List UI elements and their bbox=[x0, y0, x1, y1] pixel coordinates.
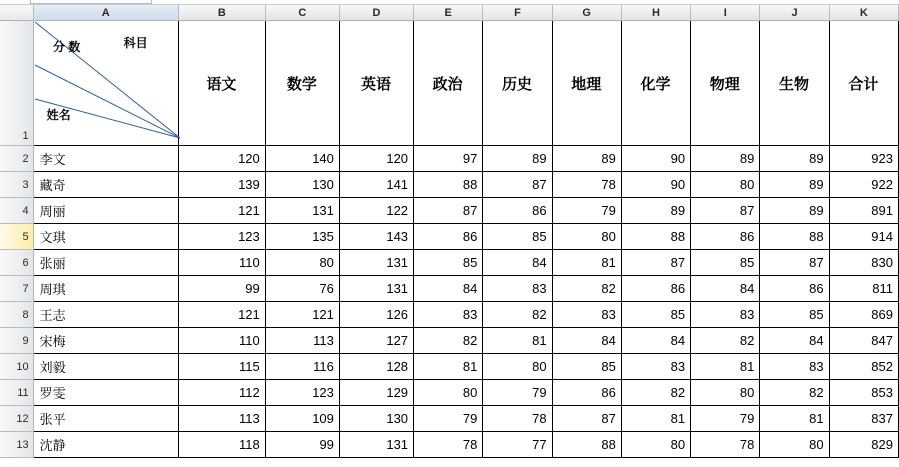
score-cell[interactable]: 89 bbox=[483, 146, 552, 172]
score-cell[interactable]: 89 bbox=[552, 146, 621, 172]
row-header-12[interactable]: 12 bbox=[0, 406, 33, 432]
score-cell[interactable]: 87 bbox=[691, 198, 760, 224]
score-cell[interactable]: 78 bbox=[483, 406, 552, 432]
table-row[interactable] bbox=[0, 380, 899, 406]
score-cell[interactable]: 86 bbox=[760, 276, 829, 302]
row-header-5[interactable]: 5 bbox=[0, 224, 33, 250]
student-name-cell[interactable]: 王志 bbox=[33, 302, 178, 328]
row-header-10[interactable]: 10 bbox=[0, 354, 33, 380]
score-cell[interactable]: 116 bbox=[265, 354, 339, 380]
score-cell[interactable]: 90 bbox=[621, 146, 690, 172]
worksheet-table[interactable] bbox=[0, 5, 899, 458]
score-cell[interactable]: 87 bbox=[483, 172, 552, 198]
score-cell[interactable]: 79 bbox=[483, 380, 552, 406]
column-header-f[interactable]: F bbox=[483, 5, 552, 21]
score-cell[interactable]: 83 bbox=[760, 354, 829, 380]
student-name-cell[interactable]: 藏奇 bbox=[33, 172, 178, 198]
score-cell[interactable]: 89 bbox=[760, 198, 829, 224]
score-cell[interactable]: 84 bbox=[414, 276, 483, 302]
score-cell[interactable]: 131 bbox=[339, 432, 413, 458]
score-cell[interactable]: 127 bbox=[339, 328, 413, 354]
score-cell[interactable]: 85 bbox=[414, 250, 483, 276]
column-title-8[interactable]: 物理 bbox=[691, 21, 760, 146]
student-name-cell[interactable]: 罗雯 bbox=[33, 380, 178, 406]
score-cell[interactable]: 80 bbox=[760, 432, 829, 458]
total-score-cell[interactable]: 847 bbox=[829, 328, 898, 354]
table-row[interactable] bbox=[0, 328, 899, 354]
score-cell[interactable]: 79 bbox=[552, 198, 621, 224]
score-cell[interactable]: 128 bbox=[339, 354, 413, 380]
score-cell[interactable]: 84 bbox=[760, 328, 829, 354]
score-cell[interactable]: 87 bbox=[760, 250, 829, 276]
column-header-e[interactable]: E bbox=[414, 5, 483, 21]
score-cell[interactable]: 88 bbox=[414, 172, 483, 198]
score-cell[interactable]: 113 bbox=[178, 406, 265, 432]
table-row[interactable] bbox=[0, 224, 899, 250]
total-score-cell[interactable]: 852 bbox=[829, 354, 898, 380]
table-row[interactable] bbox=[0, 198, 899, 224]
score-cell[interactable]: 99 bbox=[265, 432, 339, 458]
score-cell[interactable]: 130 bbox=[339, 406, 413, 432]
score-cell[interactable]: 143 bbox=[339, 224, 413, 250]
student-name-cell[interactable]: 文琪 bbox=[33, 224, 178, 250]
score-cell[interactable]: 81 bbox=[760, 406, 829, 432]
column-title-10[interactable]: 合计 bbox=[829, 21, 898, 146]
score-cell[interactable]: 79 bbox=[414, 406, 483, 432]
score-cell[interactable]: 86 bbox=[621, 276, 690, 302]
row-header-1[interactable]: 1 bbox=[0, 21, 33, 146]
column-title-1[interactable]: 语文 bbox=[178, 21, 265, 146]
score-cell[interactable]: 90 bbox=[621, 172, 690, 198]
score-cell[interactable]: 123 bbox=[265, 380, 339, 406]
row-header-2[interactable]: 2 bbox=[0, 146, 33, 172]
column-header-b[interactable]: B bbox=[178, 5, 265, 21]
table-header-row[interactable] bbox=[0, 21, 899, 146]
score-cell[interactable]: 129 bbox=[339, 380, 413, 406]
score-cell[interactable]: 82 bbox=[760, 380, 829, 406]
score-cell[interactable]: 88 bbox=[621, 224, 690, 250]
score-cell[interactable]: 115 bbox=[178, 354, 265, 380]
score-cell[interactable]: 99 bbox=[178, 276, 265, 302]
student-name-cell[interactable]: 张平 bbox=[33, 406, 178, 432]
score-cell[interactable]: 82 bbox=[552, 276, 621, 302]
table-row[interactable] bbox=[0, 302, 899, 328]
score-cell[interactable]: 81 bbox=[621, 406, 690, 432]
row-header-8[interactable]: 8 bbox=[0, 302, 33, 328]
diagonal-split-lines bbox=[34, 21, 182, 141]
score-cell[interactable]: 87 bbox=[414, 198, 483, 224]
score-cell[interactable]: 135 bbox=[265, 224, 339, 250]
score-cell[interactable]: 130 bbox=[265, 172, 339, 198]
score-cell[interactable]: 80 bbox=[483, 354, 552, 380]
score-cell[interactable]: 80 bbox=[621, 432, 690, 458]
score-cell[interactable]: 121 bbox=[265, 302, 339, 328]
score-cell[interactable]: 78 bbox=[414, 432, 483, 458]
column-header-j[interactable]: J bbox=[760, 5, 829, 21]
score-cell[interactable]: 83 bbox=[414, 302, 483, 328]
score-cell[interactable]: 121 bbox=[178, 302, 265, 328]
score-cell[interactable]: 87 bbox=[552, 406, 621, 432]
column-header-k[interactable]: K bbox=[829, 5, 898, 21]
score-cell[interactable]: 112 bbox=[178, 380, 265, 406]
score-cell[interactable]: 89 bbox=[760, 172, 829, 198]
total-score-cell[interactable]: 922 bbox=[829, 172, 898, 198]
score-cell[interactable]: 110 bbox=[178, 328, 265, 354]
score-cell[interactable]: 80 bbox=[691, 172, 760, 198]
score-cell[interactable]: 83 bbox=[552, 302, 621, 328]
score-cell[interactable]: 85 bbox=[760, 302, 829, 328]
score-cell[interactable]: 89 bbox=[691, 146, 760, 172]
table-row[interactable] bbox=[0, 250, 899, 276]
column-header-c[interactable]: C bbox=[265, 5, 339, 21]
score-cell[interactable]: 76 bbox=[265, 276, 339, 302]
score-cell[interactable]: 140 bbox=[265, 146, 339, 172]
score-cell[interactable]: 86 bbox=[552, 380, 621, 406]
score-cell[interactable]: 85 bbox=[621, 302, 690, 328]
student-name-cell[interactable]: 周琪 bbox=[33, 276, 178, 302]
score-cell[interactable]: 84 bbox=[691, 276, 760, 302]
row-header-11[interactable]: 11 bbox=[0, 380, 33, 406]
score-cell[interactable]: 85 bbox=[483, 224, 552, 250]
table-row[interactable] bbox=[0, 406, 899, 432]
score-cell[interactable]: 118 bbox=[178, 432, 265, 458]
score-cell[interactable]: 123 bbox=[178, 224, 265, 250]
score-cell[interactable]: 131 bbox=[265, 198, 339, 224]
student-name-cell[interactable]: 宋梅 bbox=[33, 328, 178, 354]
row-header-4[interactable]: 4 bbox=[0, 198, 33, 224]
score-cell[interactable]: 83 bbox=[621, 354, 690, 380]
student-name-cell[interactable]: 李文 bbox=[33, 146, 178, 172]
score-cell[interactable]: 85 bbox=[552, 354, 621, 380]
score-cell[interactable]: 78 bbox=[552, 172, 621, 198]
score-cell[interactable]: 88 bbox=[552, 432, 621, 458]
score-cell[interactable]: 82 bbox=[621, 380, 690, 406]
score-cell[interactable]: 110 bbox=[178, 250, 265, 276]
score-cell[interactable]: 85 bbox=[691, 250, 760, 276]
total-score-cell[interactable]: 891 bbox=[829, 198, 898, 224]
score-cell[interactable]: 89 bbox=[760, 146, 829, 172]
score-cell[interactable]: 131 bbox=[339, 250, 413, 276]
cell-A1-split-header[interactable] bbox=[33, 21, 178, 146]
table-row[interactable] bbox=[0, 432, 899, 458]
score-cell[interactable]: 120 bbox=[178, 146, 265, 172]
total-score-cell[interactable]: 837 bbox=[829, 406, 898, 432]
row-header-13[interactable]: 13 bbox=[0, 432, 33, 458]
score-cell[interactable]: 82 bbox=[691, 328, 760, 354]
score-cell[interactable]: 79 bbox=[691, 406, 760, 432]
score-cell[interactable]: 81 bbox=[691, 354, 760, 380]
score-cell[interactable]: 121 bbox=[178, 198, 265, 224]
score-cell[interactable]: 83 bbox=[483, 276, 552, 302]
score-cell[interactable]: 97 bbox=[414, 146, 483, 172]
score-axis-label: 分 数 bbox=[52, 40, 81, 54]
score-cell[interactable]: 80 bbox=[691, 380, 760, 406]
column-title-7[interactable]: 化学 bbox=[621, 21, 690, 146]
score-cell[interactable]: 81 bbox=[414, 354, 483, 380]
column-title-3[interactable]: 英语 bbox=[339, 21, 413, 146]
subject-axis-label: 科目 bbox=[123, 36, 148, 50]
score-cell[interactable]: 77 bbox=[483, 432, 552, 458]
column-header-d[interactable]: D bbox=[339, 5, 413, 21]
row-header-7[interactable]: 7 bbox=[0, 276, 33, 302]
column-header-row[interactable] bbox=[0, 5, 899, 21]
row-header-9[interactable]: 9 bbox=[0, 328, 33, 354]
score-cell[interactable]: 84 bbox=[483, 250, 552, 276]
score-cell[interactable]: 131 bbox=[339, 276, 413, 302]
student-name-cell[interactable]: 周丽 bbox=[33, 198, 178, 224]
score-cell[interactable]: 86 bbox=[691, 224, 760, 250]
score-cell[interactable]: 89 bbox=[621, 198, 690, 224]
score-cell[interactable]: 120 bbox=[339, 146, 413, 172]
score-cell[interactable]: 80 bbox=[414, 380, 483, 406]
score-cell[interactable]: 81 bbox=[483, 328, 552, 354]
student-name-cell[interactable]: 张丽 bbox=[33, 250, 178, 276]
score-cell[interactable]: 122 bbox=[339, 198, 413, 224]
score-cell[interactable]: 109 bbox=[265, 406, 339, 432]
table-row[interactable] bbox=[0, 146, 899, 172]
score-cell[interactable]: 80 bbox=[265, 250, 339, 276]
row-header-6[interactable]: 6 bbox=[0, 250, 33, 276]
column-title-4[interactable]: 政治 bbox=[414, 21, 483, 146]
score-cell[interactable]: 86 bbox=[414, 224, 483, 250]
score-cell[interactable]: 87 bbox=[621, 250, 690, 276]
score-cell[interactable]: 86 bbox=[483, 198, 552, 224]
student-name-cell[interactable]: 沈静 bbox=[33, 432, 178, 458]
total-score-cell[interactable]: 811 bbox=[829, 276, 898, 302]
column-title-6[interactable]: 地理 bbox=[552, 21, 621, 146]
score-cell[interactable]: 83 bbox=[691, 302, 760, 328]
total-score-cell[interactable]: 923 bbox=[829, 146, 898, 172]
total-score-cell[interactable]: 869 bbox=[829, 302, 898, 328]
name-box-edge[interactable] bbox=[30, 0, 152, 4]
column-header-h[interactable]: H bbox=[621, 5, 690, 21]
total-score-cell[interactable]: 853 bbox=[829, 380, 898, 406]
score-cell[interactable]: 84 bbox=[552, 328, 621, 354]
select-all-corner[interactable] bbox=[0, 5, 33, 21]
table-row[interactable] bbox=[0, 172, 899, 198]
column-header-a[interactable]: A bbox=[33, 5, 178, 21]
row-header-3[interactable]: 3 bbox=[0, 172, 33, 198]
total-score-cell[interactable]: 914 bbox=[829, 224, 898, 250]
column-title-5[interactable]: 历史 bbox=[483, 21, 552, 146]
score-cell[interactable]: 84 bbox=[621, 328, 690, 354]
score-cell[interactable]: 78 bbox=[691, 432, 760, 458]
score-cell[interactable]: 82 bbox=[414, 328, 483, 354]
table-row[interactable] bbox=[0, 276, 899, 302]
table-row[interactable] bbox=[0, 354, 899, 380]
score-cell[interactable]: 81 bbox=[552, 250, 621, 276]
name-axis-label: 姓名 bbox=[46, 108, 71, 122]
column-title-2[interactable]: 数学 bbox=[265, 21, 339, 146]
column-title-9[interactable]: 生物 bbox=[760, 21, 829, 146]
score-cell[interactable]: 88 bbox=[760, 224, 829, 250]
column-header-i[interactable]: I bbox=[691, 5, 760, 21]
score-cell[interactable]: 113 bbox=[265, 328, 339, 354]
score-cell[interactable]: 82 bbox=[483, 302, 552, 328]
total-score-cell[interactable]: 829 bbox=[829, 432, 898, 458]
score-cell[interactable]: 126 bbox=[339, 302, 413, 328]
score-cell[interactable]: 141 bbox=[339, 172, 413, 198]
total-score-cell[interactable]: 830 bbox=[829, 250, 898, 276]
score-cell[interactable]: 80 bbox=[552, 224, 621, 250]
column-header-g[interactable]: G bbox=[552, 5, 621, 21]
student-name-cell[interactable]: 刘毅 bbox=[33, 354, 178, 380]
score-cell[interactable]: 139 bbox=[178, 172, 265, 198]
